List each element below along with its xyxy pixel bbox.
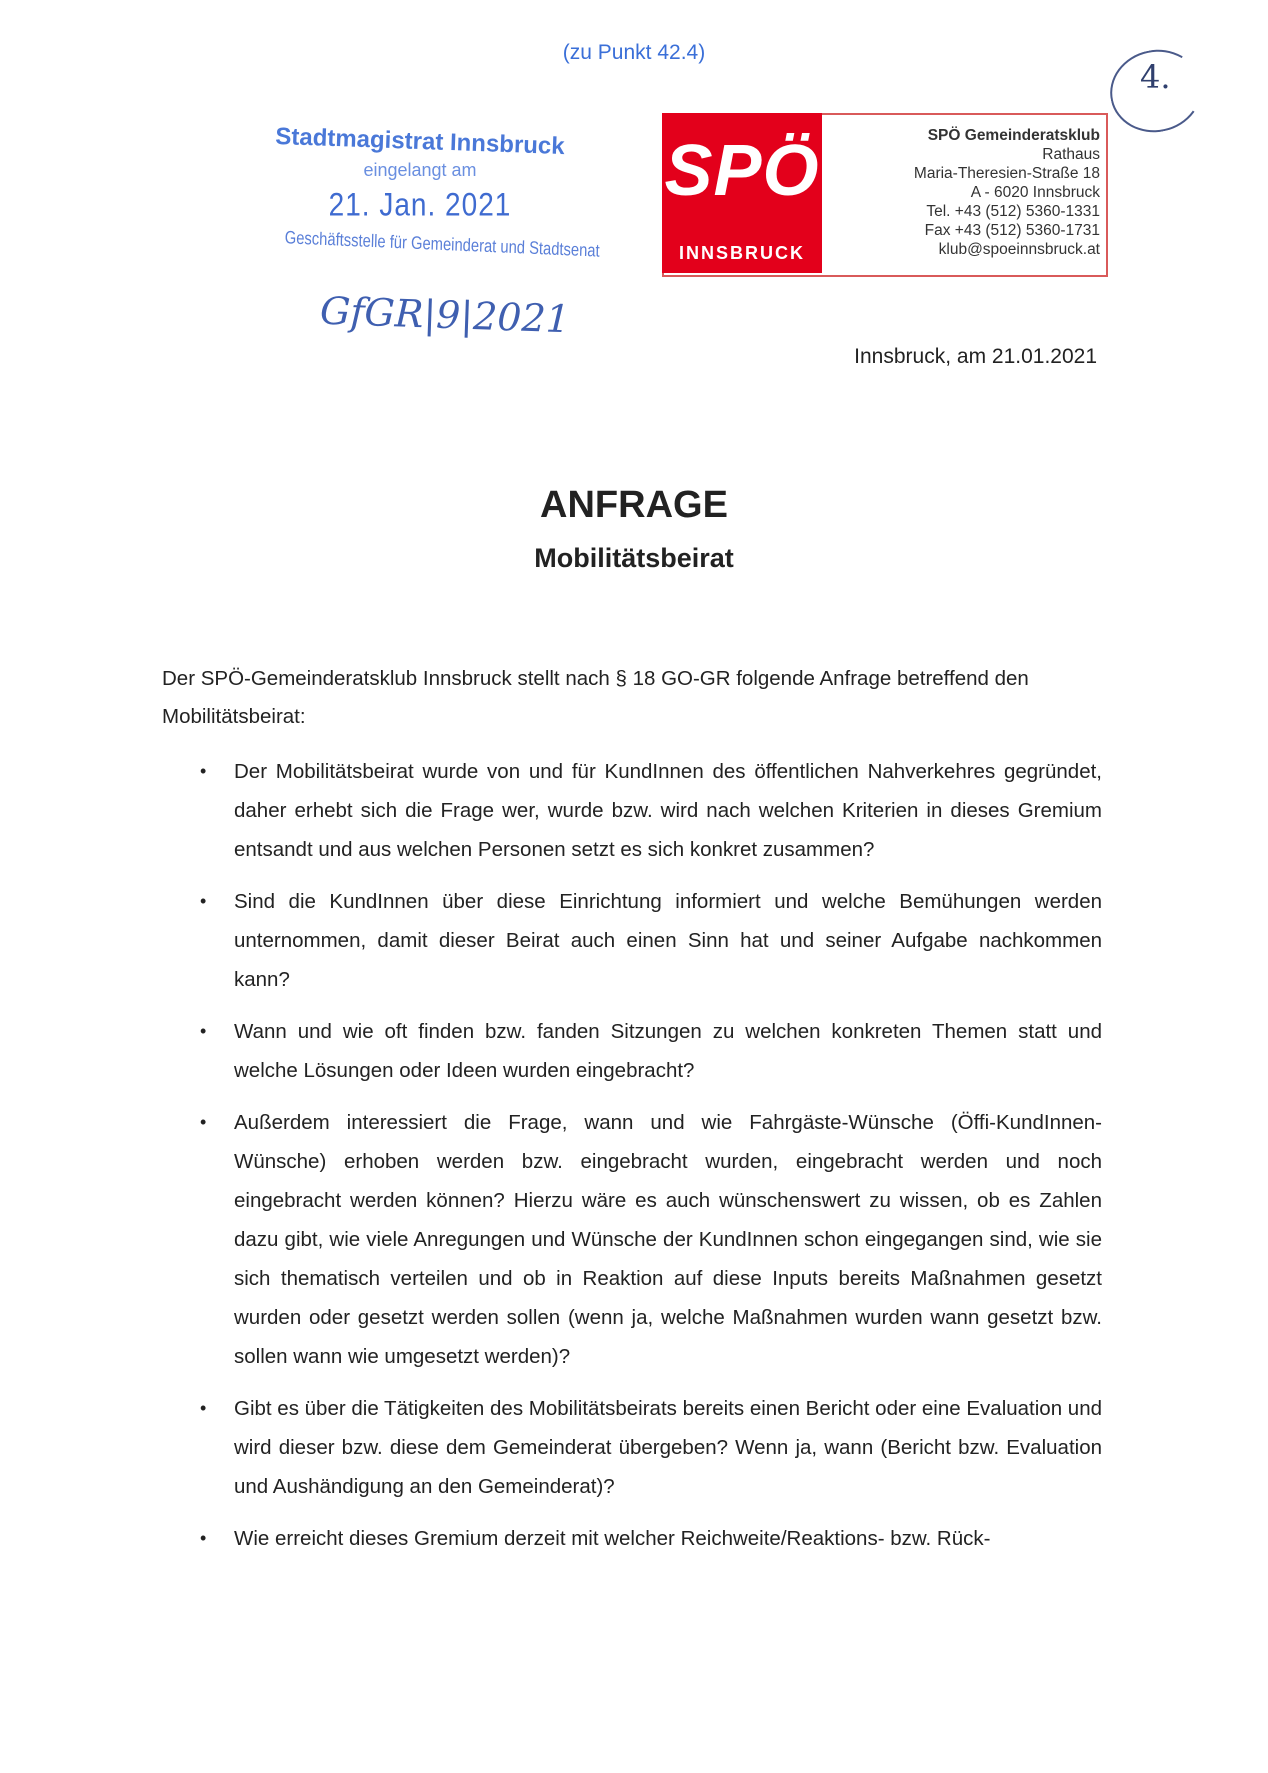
intro-paragraph: Der SPÖ-Gemeinderatsklub Innsbruck stellt nach § 18 GO-GR folgende Anfrage betreffend den Mobilitätsbeirat:: [162, 667, 1029, 728]
receipt-stamp: [255, 122, 600, 261]
address-line: Rathaus: [1042, 146, 1100, 163]
club-name: SPÖ Gemeinderatsklub: [927, 127, 1100, 144]
question-text: Außerdem interessiert die Frage, wann und wie Fahrgäste-Wünsche (Öffi-KundInnen-Wünsche) erhoben werden bzw. eingebracht wurden, eingebracht werden und noch eingebracht werden können? Hierzu wäre es auch wünschenswert zu wissen, ob es Zahlen dazu gibt, wie viele Anregungen und Wünsche der KundInnen schon eingegangen sind, wie sie sich thematisch verteilen und ob in Reaktion auf diese Inputs bereits Maßnahmen gesetzt wurden oder gesetzt werden sollen (wenn ja, welche Maßnahmen wurden wann gesetzt bzw. sollen wann wie umgesetzt werden)?: [234, 1111, 1102, 1368]
address-line: Fax +43 (512) 5360-1731: [924, 222, 1100, 239]
list-item: [162, 882, 1102, 999]
bullet-icon: •: [200, 761, 207, 781]
reference-note: (zu Punkt 42.4): [562, 41, 706, 64]
bullet-icon: •: [200, 891, 207, 911]
question-text: Wie erreicht dieses Gremium derzeit mit welcher Reichweite/Reaktions- bzw. Rück-: [234, 1527, 991, 1550]
stamp-date: 21. Jan. 2021: [328, 186, 512, 223]
page-number: 4.: [1140, 58, 1171, 96]
bullet-icon: •: [200, 1528, 207, 1548]
document-title: ANFRAGE: [540, 484, 728, 526]
question-text: Sind die KundInnen über diese Einrichtung informiert und welche Bemühungen werden unternommen, damit dieser Beirat auch einen Sinn hat und seiner Aufgabe nachkommen kann?: [234, 890, 1102, 991]
address-line: A - 6020 Innsbruck: [970, 184, 1100, 201]
stamp-organization: Stadtmagistrat Innsbruck: [274, 122, 566, 161]
list-item: [162, 1519, 1102, 1558]
party-logo-city: INNSBRUCK: [679, 243, 805, 263]
stamp-office: Geschäftsstelle für Gemeinderat und Stadtsenat: [284, 227, 600, 261]
bullet-icon: •: [200, 1112, 207, 1132]
list-item: [162, 1389, 1102, 1506]
question-text: Gibt es über die Tätigkeiten des Mobilitätsbeirats bereits einen Bericht oder eine Evaluation und wird dieser bzw. diese dem Gemeinderat übergeben? Wenn ja, wann (Bericht bzw. Evaluation und Aushändigung an den Gemeinderat)?: [234, 1397, 1102, 1498]
party-logo-text: SPÖ: [664, 131, 820, 211]
bullet-icon: •: [200, 1021, 207, 1041]
email-link[interactable]: klub@spoeinnsbruck.at: [938, 241, 1100, 258]
letterhead-address: [830, 126, 1100, 259]
question-list: [162, 752, 1102, 1571]
stamp-received-label: eingelangt am: [363, 160, 477, 180]
question-text: Wann und wie oft finden bzw. fanden Sitzungen zu welchen konkreten Themen statt und welche Lösungen oder Ideen wurden eingebracht?: [234, 1020, 1102, 1082]
place-date: Innsbruck, am 21.01.2021: [854, 345, 1097, 368]
question-text: Der Mobilitätsbeirat wurde von und für KundInnen des öffentlichen Nahverkehres gegründet, daher erhebt sich die Frage wer, wurde bzw. wird nach welchen Kriterien in dieses Gremium entsandt und aus welchen Personen setzt es sich konkret zusammen?: [234, 760, 1102, 861]
bullet-icon: •: [200, 1398, 207, 1418]
address-line: Tel. +43 (512) 5360-1331: [926, 203, 1100, 220]
list-item: [162, 1012, 1102, 1090]
list-item: [162, 752, 1102, 869]
address-line: Maria-Theresien-Straße 18: [913, 165, 1100, 182]
document-subtitle: Mobilitätsbeirat: [534, 543, 734, 573]
list-item: [162, 1103, 1102, 1376]
handwritten-reference: GfGR|9|2021: [319, 288, 571, 342]
